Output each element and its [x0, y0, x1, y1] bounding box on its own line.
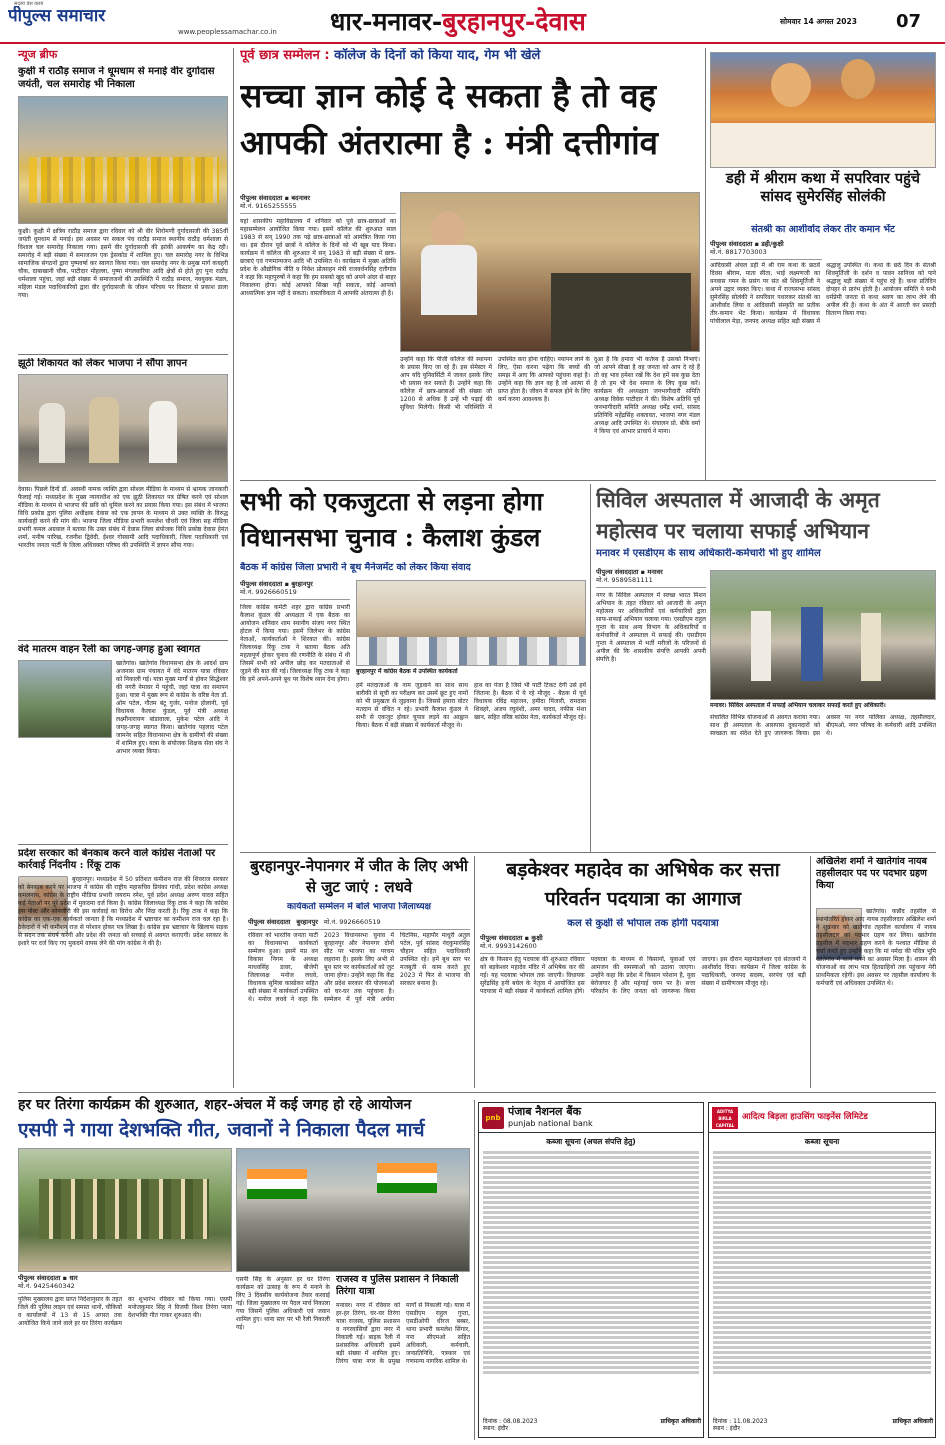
right1-byline: पीपुल्स संवाददाता ▪ डही/कुक्षी मो.नं. 8817703003 [710, 240, 822, 260]
masthead-website: www.peoplessamachar.co.in [178, 28, 277, 36]
left-story-3-headline: वंदे मातरम वाहन रैली का जगह-जगह हुआ स्वागत [18, 644, 201, 655]
divider [240, 852, 936, 853]
bottom-reporter: पीपुल्स संवाददाता [18, 1274, 61, 1282]
right1-sub: संतश्री का आशीर्वाद लेकर तीर कमान भेंट [751, 224, 895, 235]
top-byline-place: बदनावर [291, 194, 311, 202]
bottom-body-2: एसपी सिंह के अनुसार हर घर तिरंगा कार्यक्रम को उत्साह के रूप में मनाने के लिए 3 दिवसीय कार्ययोजना तैयार करवाई गई। जिला मुख्यालय पर पैदल मार्च निकाला गया जिसमें पुलिस अधिकारी एवं जवान शामिल हुए। थाना स्तर पर भी रैली निकाली गई। [236, 1276, 330, 1331]
mid3-mobile: मो.नं. 9993142600 [480, 942, 537, 951]
left-story-3 [18, 644, 228, 842]
minister-photo [400, 192, 700, 352]
top-kicker-red: पूर्व छात्र सम्मेलन : [240, 48, 330, 63]
katha-photo [710, 52, 936, 168]
left-story-2-headline: झूठी शिकायत को लेकर भाजपा ने सौंपा ज्ञापन [18, 358, 188, 369]
pnb-logo-icon: pnb [482, 1107, 504, 1129]
divider [18, 1092, 936, 1093]
right2-reporter: पीपुल्स संवाददाता [596, 568, 639, 576]
divider [18, 844, 228, 845]
right2-body-1: नगर के सिविल अस्पताल में स्वच्छ भारत मिशन अभियान के तहत रविवार को आजादी के अमृत महोत्सव पर अधिकारियों एवं कर्मचारियों द्वारा साफ-सफाई अभियान चलाया गया। एसडीएम राहुल गुप्ता के साथ अन्य विभाग के अधिकारियों व कर्मचारियों ने अस्पताल में सफाई की। एसडीएम गुप्ता ने अस्पताल में भर्ती मरीजों के परिजनों से अपील की कि शासकीय संपत्ति आपकी अपनी संपत्ति है। [596, 592, 706, 663]
pnb-signatory: प्राधिकृत अधिकारी [660, 1417, 701, 1425]
memorandum-photo [18, 374, 228, 482]
mid2-sub: कार्यकर्ता सम्मेलन में बोले भाजपा जिलाध्यक्ष [287, 902, 431, 912]
cleanliness-photo [710, 570, 936, 700]
divider [474, 1100, 475, 1440]
pnb-notice-ad [478, 1102, 704, 1438]
masthead-date: सोमवार 14 अगस्त 2023 [780, 17, 857, 26]
brief-label-text: न्यूज ब्रीफ [18, 48, 58, 61]
left-story-1 [18, 66, 228, 352]
mid2-byline [248, 918, 470, 930]
divider [590, 484, 591, 852]
left-story-4-body: बुरहानपुर। मध्यप्रदेश में 50 प्रतिशत कमीशन राज की शिवराज सरकार को बेनकाब करने पर भाजपा ने कांग्रेस की राष्ट्रीय महासचिव प्रियंका गांधी, प्रदेश कांग्रेस अध्यक्ष कमलनाथ, कांग्रेस के राष्ट्रीय मीडिया प्रभारी जयराम रमेश, पूर्व प्रदेश अध्यक्ष अरुण यादव सहित कई नेताओं पर पूरे प्रदेश में मुकदमा दर्ज किया है। कांग्रेस जिलाध्यक्ष रिंकू टाक ने कहा कि कांग्रेस इस पोस्ट और सोनजीरी की इस कार्रवाई का विरोध और निंदा करती है। रिंकू टाक ने कहा कि कांग्रेस का एक-एक कार्यकर्ता जानता है कि मध्यप्रदेश में भ्रष्टाचार का कमीशन राज चल रहा है। ठेकेदारों ने भी कमीशन राज से परेशान होकर पत्र लिखा है। कांग्रेस इस भ्रष्टाचार के खिलाफ सड़क से सदन तक संघर्ष करेगी और प्रदेश की जनता को सच्चाई से अवगत कराएगी। प्रदेश सरकार के इशारे पर दर्ज किए गए मुकदमे वापस लेने की मांग कांग्रेस ने की है। [18, 876, 228, 947]
mid2-reporter: पीपुल्स संवाददाता [248, 918, 291, 926]
left-story-4 [18, 848, 228, 1088]
congress-meeting-photo [356, 580, 586, 666]
divider [18, 354, 228, 355]
tiranga-photo-2 [236, 1148, 470, 1272]
right1-reporter: पीपुल्स संवाददाता [710, 240, 753, 248]
mid1-place: बुरहानपुर [291, 580, 313, 588]
mid2-place: बुरहानपुर [296, 918, 318, 926]
right1-headline: डही में श्रीराम कथा में सपरिवार पहुंचे सांसद सुमेरसिंह सोलंकी [726, 170, 920, 205]
right3-body: खातेगांव। कन्नौद तहसील से स्थानांतरित होकर आए नायब तहसीलदार अखिलेश शर्मा ने शुक्रवार को खातेगांव तहसील कार्यालय में नायब तहसीलदार का पदभार ग्रहण कर लिया। खातेगांव तहसील में पदभार ग्रहण करने के पश्चात मीडिया से चर्चा करते हुए उन्होंने कहा कि मां नर्मदा की पवित्र भूमि खातेगांव में कार्य करने का अवसर मिला है। शासन की योजनाओं का लाभ पात्र हितग्राहियों तक पहुंचाना मेरी प्राथमिकता रहेगी। इस अवसर पर तहसील कार्यालय के कर्मचारी एवं अधिवक्ता उपस्थित थे। [816, 908, 936, 987]
mid3-byline: पीपुल्स संवाददाता ▪ कुक्षी मो.नं. 9993142600 [480, 934, 590, 954]
bottom-mobile: मो.नं. 9425460342 [18, 1282, 75, 1291]
right1-mobile: मो.नं. 8817703003 [710, 248, 767, 257]
right2-sub: मनावर में एसडीएम के साथ अधिकारी-कर्मचारी भी हुए शामिल [596, 548, 821, 559]
divider [705, 48, 706, 480]
bottom-headline-2: एसपी ने गाया देशभक्ति गीत, जवानों ने निकाला पैदल मार्च [18, 1119, 425, 1141]
mid3-reporter: पीपुल्स संवाददाता [480, 934, 523, 942]
right2-place: मनावर [647, 568, 663, 576]
mid1-body-3: हाथ का पंजा है जिसे भी पार्टी टिकट देगी उसे हमें जिताना है। बैठक में ये रहे मौजूद - बैठक में पूर्व विधायक रविंद्र महाजन, हमीदा पिंजारी, रामदास शिवहरे, अजय रघुवंशी, अमर यादव, नफीस मंशा खान, सहित वरिष्ठ कांग्रेस नेता, कार्यकर्ता मौजूद रहे। [474, 682, 586, 721]
divider [474, 856, 475, 1088]
aditya-birla-logo-icon: ADITYA BIRLA CAPITAL [712, 1107, 738, 1129]
top-byline: पीपुल्स संवाददाता ▪ बदनावर मो.नं. 9165255555 [240, 194, 396, 214]
bottom-headline: हर घर तिरंगा कार्यक्रम की शुरुआत, शहर-अंचल में कई जगह हो रहे आयोजन [18, 1097, 412, 1113]
mid3-sub: कल से कुक्षी से भोपाल तक होगी पदयात्रा [567, 918, 719, 929]
news-brief-label [18, 48, 228, 64]
bottom-body-1: पुलिस मुख्यालय द्वारा प्राप्त निर्देशानुसार के तहत जिले की पुलिस लाइन एवं समस्त थानों, चौकियों व कार्यालयों में 13 से 15 अगस्त तक आयोजित किये जाने वाले हर घर तिरंगा कार्यक्रम का शुभारंभ रविवार को किया गया। एसपी मनोजकुमार सिंह ने विजयी विश्व तिरंगा प्यारा देशभक्ति गीत गाकर शुरुआत की। [18, 1296, 232, 1327]
top-kicker-text: कॉलेज के दिनों को किया याद, गेम भी खेले [334, 48, 541, 63]
aditya-birla-notice-lines [709, 1151, 935, 1374]
top-body-3-col: दुआ है कि हमारा भी कर्तव्य है उसको निभाएं। जो आपने सीखा है वह जनता को आप दे रहे हैं तो वह भाव हमेशा रखें कि देश हमें सब कुछ देता है तो हम भी देश समाज के लिए कुछ करें। कार्यक्रम की अध्यक्षता जनभागीदारी समिति अध्यक्ष विवेक पाटीदार ने की। विशेष अतिथि पूर्व जनभागीदारी समिति अध्यक्ष धर्मेंद्र शर्मा, सांसद प्रतिनिधि महेंद्रसिंह शक्तावत, भाजपा नगर मंडल अध्यक्ष आदि उपस्थित थे। संचालन प्रो. बीके वर्मा ने किया एवं आभार प्राचार्य ने माना। [594, 356, 700, 435]
left-story-2-body: देवास। पिछले दिनों डॉ. अवस्थी नामक व्यक्ति द्वारा सोशल मीडिया के माध्यम से भ्रामक जानकारी फैलाई गई। मध्यप्रदेश के मुख्य न्यायाधीश को एक झूठी शिकायत पत्र प्रेषित करने एवं सोशल मीडिया के माध्यम से भाजपा की छवि को धूमिल करने का प्रयास किया गया। इस संबंध में भाजपा विधि प्रकोष्ठ द्वारा पुलिस अधीक्षक देवास को एक ज्ञापन के माध्यम से उक्त व्यक्ति के विरुद्ध कार्यवाही करने की मांग की। भाजपा जिला मीडिया प्रभारी कमलेश चौधरी एवं जिला सह मीडिया प्रभारी कमल अग्रवाल ने बताया कि उक्त संबंध में देवास जिला संयोजक विधि प्रकोष्ठ देवास हेमंत शर्मा, मनीष पारिख, रजनीश द्विवेदी, ईश्वर गोस्वामी आदि पदाधिकारी, जिला पदाधिकारी एवं भारतीय जनता पार्टी के जिला अधिवक्ता परिषद की उपस्थिति में ज्ञापन सौंपा गया। [18, 486, 228, 549]
mid2-body: रविवार को भारतीय जनता पार्टी का विधानसभा कार्यकर्ता सम्मेलन हुआ। इसमें मप्र वन विकास निगम के अध्यक्ष माधवसिंह डावर, बीजेपी जिलाध्यक्ष मनोज लधवे, विधायक सुमित्रा कास्डेकर सहित बड़ी संख्या में कार्यकर्ता उपस्थित थे। मनोज लधवे ने कहा कि 2023 विधानसभा चुनाव में बुरहानपुर और नेपानगर दोनों सीट पर भाजपा का परचम लहराना है। इसके लिए अभी से बूथ स्तर पर कार्यकर्ताओं को जुट जाना होगा। उन्होंने कहा कि केंद्र और प्रदेश सरकार की योजनाओं को घर-घर तक पहुंचाना है। सम्मेलन में पूर्व मंत्री अर्चना चिटनिस, महापौर माधुरी अतुल पटेल, पूर्व सांसद नंदकुमारसिंह चौहान सहित पदाधिकारी उपस्थित रहे। हमें बूथ स्तर पर मजबूती से काम करते हुए 2023 में फिर से भाजपा की सरकार बनाना है। [248, 932, 470, 1003]
pnb-notice-lines [479, 1151, 703, 1374]
top-kicker [240, 48, 700, 68]
mid1-sub: बैठक में कांग्रेस जिला प्रभारी ने बूथ मैनेजमेंट को लेकर किया संवाद [240, 562, 471, 573]
pnb-place: स्थान: इंदौर [483, 1425, 509, 1433]
right1-body: आदिवासी अंचल डही में श्री राम कथा के छठवें दिवस श्रीराम, माता सीता, भाई लक्ष्मणजी का वनवास गमन के प्रसंग पर संत श्री शिवमूर्तिजी ने अपने उद्गार व्यक्त किए। कथा में राज्यसभा सांसद सुमेरसिंह सोलंकी ने सपरिवार पधारकर संतश्री का आशीर्वाद लिया व आदिवासी संस्कृति का प्रतीक तीर-कमान भेंट किया। कार्यक्रम में विधायक पांचीलाल मेड़ा, जनपद अध्यक्ष सहित बड़ी संख्या में श्रद्धालु उपस्थित थे। कथा के छठे दिन के संतश्री शिवमूर्तिजी के दर्शन व पावन सानिध्य को पाने श्रद्धालु बड़ी संख्या में पहुंच रहे हैं। कथा प्रतिदिन दोपहर से प्रारंभ होती है। आयोजन समिति ने सभी धर्मप्रेमी जनता से कथा श्रवण का लाभ लेने की अपील की है। कथा के अंत में आरती कर प्रसादी वितरण किया गया। [710, 262, 936, 325]
masthead-title [330, 6, 630, 40]
divider [240, 480, 936, 481]
pnb-bank-name-en: punjab national bank [508, 1119, 593, 1129]
pnb-bank-name: पंजाब नैशनल बैंक [508, 1105, 582, 1119]
divider [18, 640, 228, 641]
bottom-place: धार [69, 1274, 78, 1282]
left-story-1-body: कुक्षी। कुक्षी में क्षत्रिय राठौड़ समाज द्वारा रविवार को श्री वीर शिरोमणी दुर्गादासजी की 385वीं जयंती धूमधाम से मनाई। इस अवसर पर सकल पंच राठौड़ समाज स्थानीय राठौड़ धर्मशाला से विशाल चल समारोह निकाला गया। इसमें वीर दुर्गादासजी की झांकी आकर्षण का केंद्र रही। समारोह में बड़ी संख्या में समाजजन एक ड्रेसकोड में शामिल हुए। चल समारोह नगर के विभिन्न सामाजिक संगठनों द्वारा पुष्पवर्षा कर स्वागत किया गया। चल समारोह नगर के प्रमुख मार्ग कचहरी चौक, दाबाखानी चौक, पाटीदार मोहल्ला, पुष्पा मंगलवारिया आदि क्षेत्रों से होते हुए पुनः राठौड़ धर्मशाला पहुंचा, जहां बड़ी संख्या में समाजजनों की उपस्थिति में राठौड़ समाज, नवयुवक मंडल, महिला मंडल पदाधिकारियों द्वारा वीर दुर्गादासजी के जीवन परिचय पर विस्तार से प्रकाश डाला गया। [18, 228, 228, 299]
aditya-birla-place: स्थान : इंदौर [713, 1425, 740, 1433]
top-body-2: उन्होंने कहा कि पीजी कॉलेज की स्थापना के प्रयास किए जा रहे हैं। इस सेमेस्टर में आप यदि युनिवर्सिटी में जाकर इसके लिए भी प्रयास कर सकते हैं। उन्होंने कहा कि कॉलेज में छात्र-छात्राओं की संख्या जो 1200 से अधिक है उन्हें भी पढ़ाई की सुविधा मिलेगी। किसी भी परिस्थिति में उपस्थित करा होना चाहिए। नयापन लाने के लिए, ऐसा करना पढ़ेगा कि बच्चों की समझ में आए कि आपको पहुंचना कहां है। उन्होंने कहा कि ज्ञान वह है जो आत्मा से प्राप्त होता है। जीवन में सफल होने के लिए कर्म करना आवश्यक है। [400, 356, 590, 411]
mid2-mobile: मो.नं. 9926660519 [323, 918, 381, 926]
page-number: 07 [896, 11, 922, 32]
pnb-date: दिनांक : 08.08.2023 [483, 1417, 538, 1425]
mid1-byline: पीपुल्स संवाददाता ▪ बुरहानपुर मो.नं. 9926660519 [240, 580, 350, 600]
mid1-mobile: मो.नं. 9926660519 [240, 588, 297, 597]
right2-headline: सिविल अस्पताल में आजादी के अमृत महोत्सव पर चलाया सफाई अभियान [596, 487, 880, 543]
left-story-3-body: खातेगांव। खातेगांव विधानसभा क्षेत्र के आदर्श ग्राम अजनास ग्राम पंचायत में वंदे मातरम यात्रा रविवार को निकाली गई। यात्रा मुख्य मार्गों से होकर सिद्धेश्वर की नगरी नेमावर में पहुंची, जहां यात्रा का समापन हुआ। यात्रा में मुख्य रूप से कांग्रेस के वरिष्ठ नेता डॉ. ओम पटेल, गौतम बंटू गुर्जर, मनोज होलानी, पूर्व विधायक कैलाश कुंडल, पूर्व मंत्री अध्यक्ष लक्ष्मीनारायण बांडावाला, मुकेश पटेल आदि ने जगह-जगह स्वागत किया। खातेगांव पहलाद पटेल जामनेर सहित विधानसभा क्षेत्र के ग्रामीणों की संख्या में शामिल हुए। यात्रा के संयोजक शिक्षक सेवा संघ ने आभार व्यक्त किया। [116, 660, 228, 755]
title-black: धार-मनावर- [330, 7, 443, 36]
top-headline: सच्चा ज्ञान कोई दे सकता है तो वह आपकी अंतरात्मा है : मंत्री दत्तीगांव [240, 76, 658, 162]
right2-mobile: मो.नं. 9589581111 [596, 576, 653, 585]
right3-headline: अखिलेश शर्मा ने खातेगांव नायब तहसीलदार पद पर पदभार ग्रहण किया [816, 856, 927, 891]
bottom-byline: पीपुल्स संवाददाता ▪ धार मो.नं. 9425460342 [18, 1274, 118, 1294]
left-story-2 [18, 358, 228, 636]
mid1-headline: सभी को एकजुटता से लड़ना होगा विधानसभा चुनाव : कैलाश कुंडल [240, 487, 543, 552]
mid2-headline: बुरहानपुर-नेपानगर में जीत के लिए अभी से जुट जाएं : लधवे [250, 857, 468, 896]
divider [810, 856, 811, 1088]
top-byline-mobile: मो.नं. 9165255555 [240, 202, 297, 211]
right2-body-2: संचालित विभिन्न योजनाओं से अवगत कराया गया। साथ ही अस्पताल के आसपास दुकानदारों को स्वच्छता का संदेश देते हुए जागरूक किया। इस अवसर पर नगर पालिका अध्यक्ष, तहसीलदार, बीएमओ, नगर परिषद के कर्मचारी आदि उपस्थित थे। [710, 714, 936, 737]
mid3-headline: बड़केश्वर महादेव का अभिषेक कर सत्ता परिवर्तन पदयात्रा का आगाज [506, 859, 780, 910]
vande-mataram-photo [18, 660, 112, 738]
tiranga-photo-1 [18, 1148, 232, 1272]
left-story-1-headline: कुक्षी में राठौड़ समाज ने धूमधाम से मनाई वीर दुर्गादास जयंती, चल समारोह भी निकाला [18, 66, 215, 90]
title-red: बुरहानपुर-देवास [442, 7, 586, 36]
right2-byline: पीपुल्स संवाददाता ▪ मनावर मो.नं. 9589581111 [596, 568, 706, 588]
masthead-tagline: सदस्य प्रेस क्लब [14, 1, 44, 7]
aditya-birla-notice-ad [708, 1102, 936, 1438]
masthead-logo [8, 6, 178, 28]
masthead [0, 0, 945, 44]
left-story-4-headline: प्रदेश सरकार को बेनकाब करने वाले कांग्रेस नेताओं पर कार्रवाई निंदनीय : रिंकू टाक [18, 848, 216, 871]
logo-text: पीपुल्स समाचार [8, 6, 106, 26]
aditya-birla-signatory: प्राधिकृत अधिकारी [892, 1417, 933, 1425]
right2-caption: मनावर। सिविल अस्पताल में सफाई अभियान चलाकर सफाई करते हुए अधिकारी। [710, 702, 886, 709]
right1-place: डही/कुक्षी [761, 240, 784, 248]
mid3-body: क्षेत्र के किसान हेतु पदयात्रा की शुरुआत रविवार को बड़केश्वर महादेव मंदिर में अभिषेक कर की गई। यह पदयात्रा भोपाल तक जाएगी। विधायक सुरेंद्रसिंह हनी बघेल के नेतृत्व में आयोजित इस पदयात्रा में बड़ी संख्या में कार्यकर्ता शामिल होंगे। पदयात्रा के माध्यम से किसानों, युवाओं एवं आमजन की समस्याओं को उठाया जाएगा। उन्होंने कहा कि प्रदेश में किसान परेशान है, युवा बेरोजगार हैं और महंगाई चरम पर है। सत्ता परिवर्तन के लिए जनता को जागरूक किया जाएगा। इस दौरान महामंडलेश्वर एवं संतजनों ने आशीर्वाद दिया। कार्यक्रम में जिला कांग्रेस के पदाधिकारी, जनपद सदस्य, सरपंच एवं बड़ी संख्या में ग्रामीणजन मौजूद रहे। [480, 956, 806, 995]
bottom-body-3: मनावर। नगर में रविवार को हर-हर तिरंगा, घर-घर तिरंगा यात्रा राजस्व, पुलिस प्रशासन व नगरवासियों द्वारा नगर में निकाली गई। बाइक रैली में प्रशासनिक अधिकारी इसमें बड़ी संख्या में शामिल हुए। तिरंगा यात्रा नगर के प्रमुख मार्गों से निकाली गई। यात्रा में एसडीएम राहुल गुप्ता, एसडीओपी धीरज बब्बर, थाना प्रभारी कमलेश सिंगार, नपा सीएमओ सहित अधिकारी, कर्मचारी, जनप्रतिनिधि, पत्रकार एवं गणमान्य नागरिक शामिल थे। [336, 1302, 470, 1365]
rally-photo [18, 96, 228, 224]
divider [233, 48, 234, 1088]
mid1-body-1: जिला कांग्रेस कमेटी शहर द्वारा कांग्रेस प्रभारी कैलाश कुंडल की अध्यक्षता में एक बैठक का आयोजन शनिवार शाम स्थानीय संजय नगर स्थित होटल में किया गया। इसमें जिलेभर के कांग्रेस नेताओं, कार्यकर्ताओं ने शिरकत की। कांग्रेस जिलाध्यक्ष रिंकू टाक ने बताया बैठक अति महत्वपूर्ण होकर चुनाव की रणनीति के संबंध में थी जिसमें सभी को अपील छोड़ कर मतदाताओं से जुड़ने की बात की गई। जिलाध्यक्ष रिंकू टाक ने कहा कि हमें अपने-अपने बूथ पर विशेष ध्यान देना होगा। [240, 604, 350, 683]
mid3-place: कुक्षी [531, 934, 543, 942]
aditya-birla-date: दिनांक : 11.08.2023 [713, 1417, 768, 1425]
mid1-caption: बुरहानपुर में कांग्रेस बैठक में उपस्थित कार्यकर्ता [356, 668, 458, 675]
pnb-notice-title: कब्जा सूचना (अचल संपत्ति हेतु) [546, 1137, 636, 1146]
top-body-1: यहां शासकीय महाविद्यालय में शनिवार को पूर्व छात्र-छात्राओं का महासम्मेलन आयोजित किया गया। इसमें कॉलेज की शुरुआत साल 1983 से सन् 1990 तक पढ़े छात्र-छात्राओं को आमंत्रित किया गया था। इस दौरान पूर्व छात्रों ने कॉलेज के दिनों को भी खूब याद किया। कार्यक्रम में कॉलेज की शुरुआत में सन् 1983 से बड़ी संख्या में छात्र-छात्राएं एवं गणमान्यजन आदि भी उपस्थित थे। कार्यक्रम में मुख्य अतिथि प्रदेश के औद्योगिक नीति व निवेश प्रोत्साहन मंत्री राजवर्धनसिंह दत्तीगांव ने कहा कि महापुरुषों ने कहा कि हम सबको खुद को अपने अंदर से बाहर निकालना होगा। कोई आपको सिखा नहीं सकता, कोई आपको आध्यात्मिक ज्ञान नहीं दे सकता। वास्तविकता में आपकी अंतरात्मा ही है। [240, 218, 396, 297]
mid1-body-2: हमें मतदाताओं के नाम जुड़वाने का साथ साथ बारीकी से सूची का परीक्षण कर उसमें छूट हुए नामों को भी प्रमुखता से जुड़वाना है। जिससे हमारा वोटर मतदान से वंचित न रहे। प्रभारी कैलाश कुंडल ने सभी से एकजुट होकर चुनाव लड़ने का आह्वान किया। बैठक में बड़ी संख्या में कार्यकर्ता मौजूद थे। [356, 682, 468, 729]
mid1-reporter: पीपुल्स संवाददाता [240, 580, 283, 588]
bottom-sub: राजस्व व पुलिस प्रशासन ने निकाली तिरंगा यात्रा [336, 1274, 459, 1297]
aditya-birla-company: आदित्य बिड़ला हाउसिंग फाइनेंस लिमिटेड [742, 1112, 868, 1123]
top-byline-reporter: पीपुल्स संवाददाता [240, 194, 283, 202]
aditya-birla-notice-title: कब्जा सूचना [804, 1137, 840, 1146]
